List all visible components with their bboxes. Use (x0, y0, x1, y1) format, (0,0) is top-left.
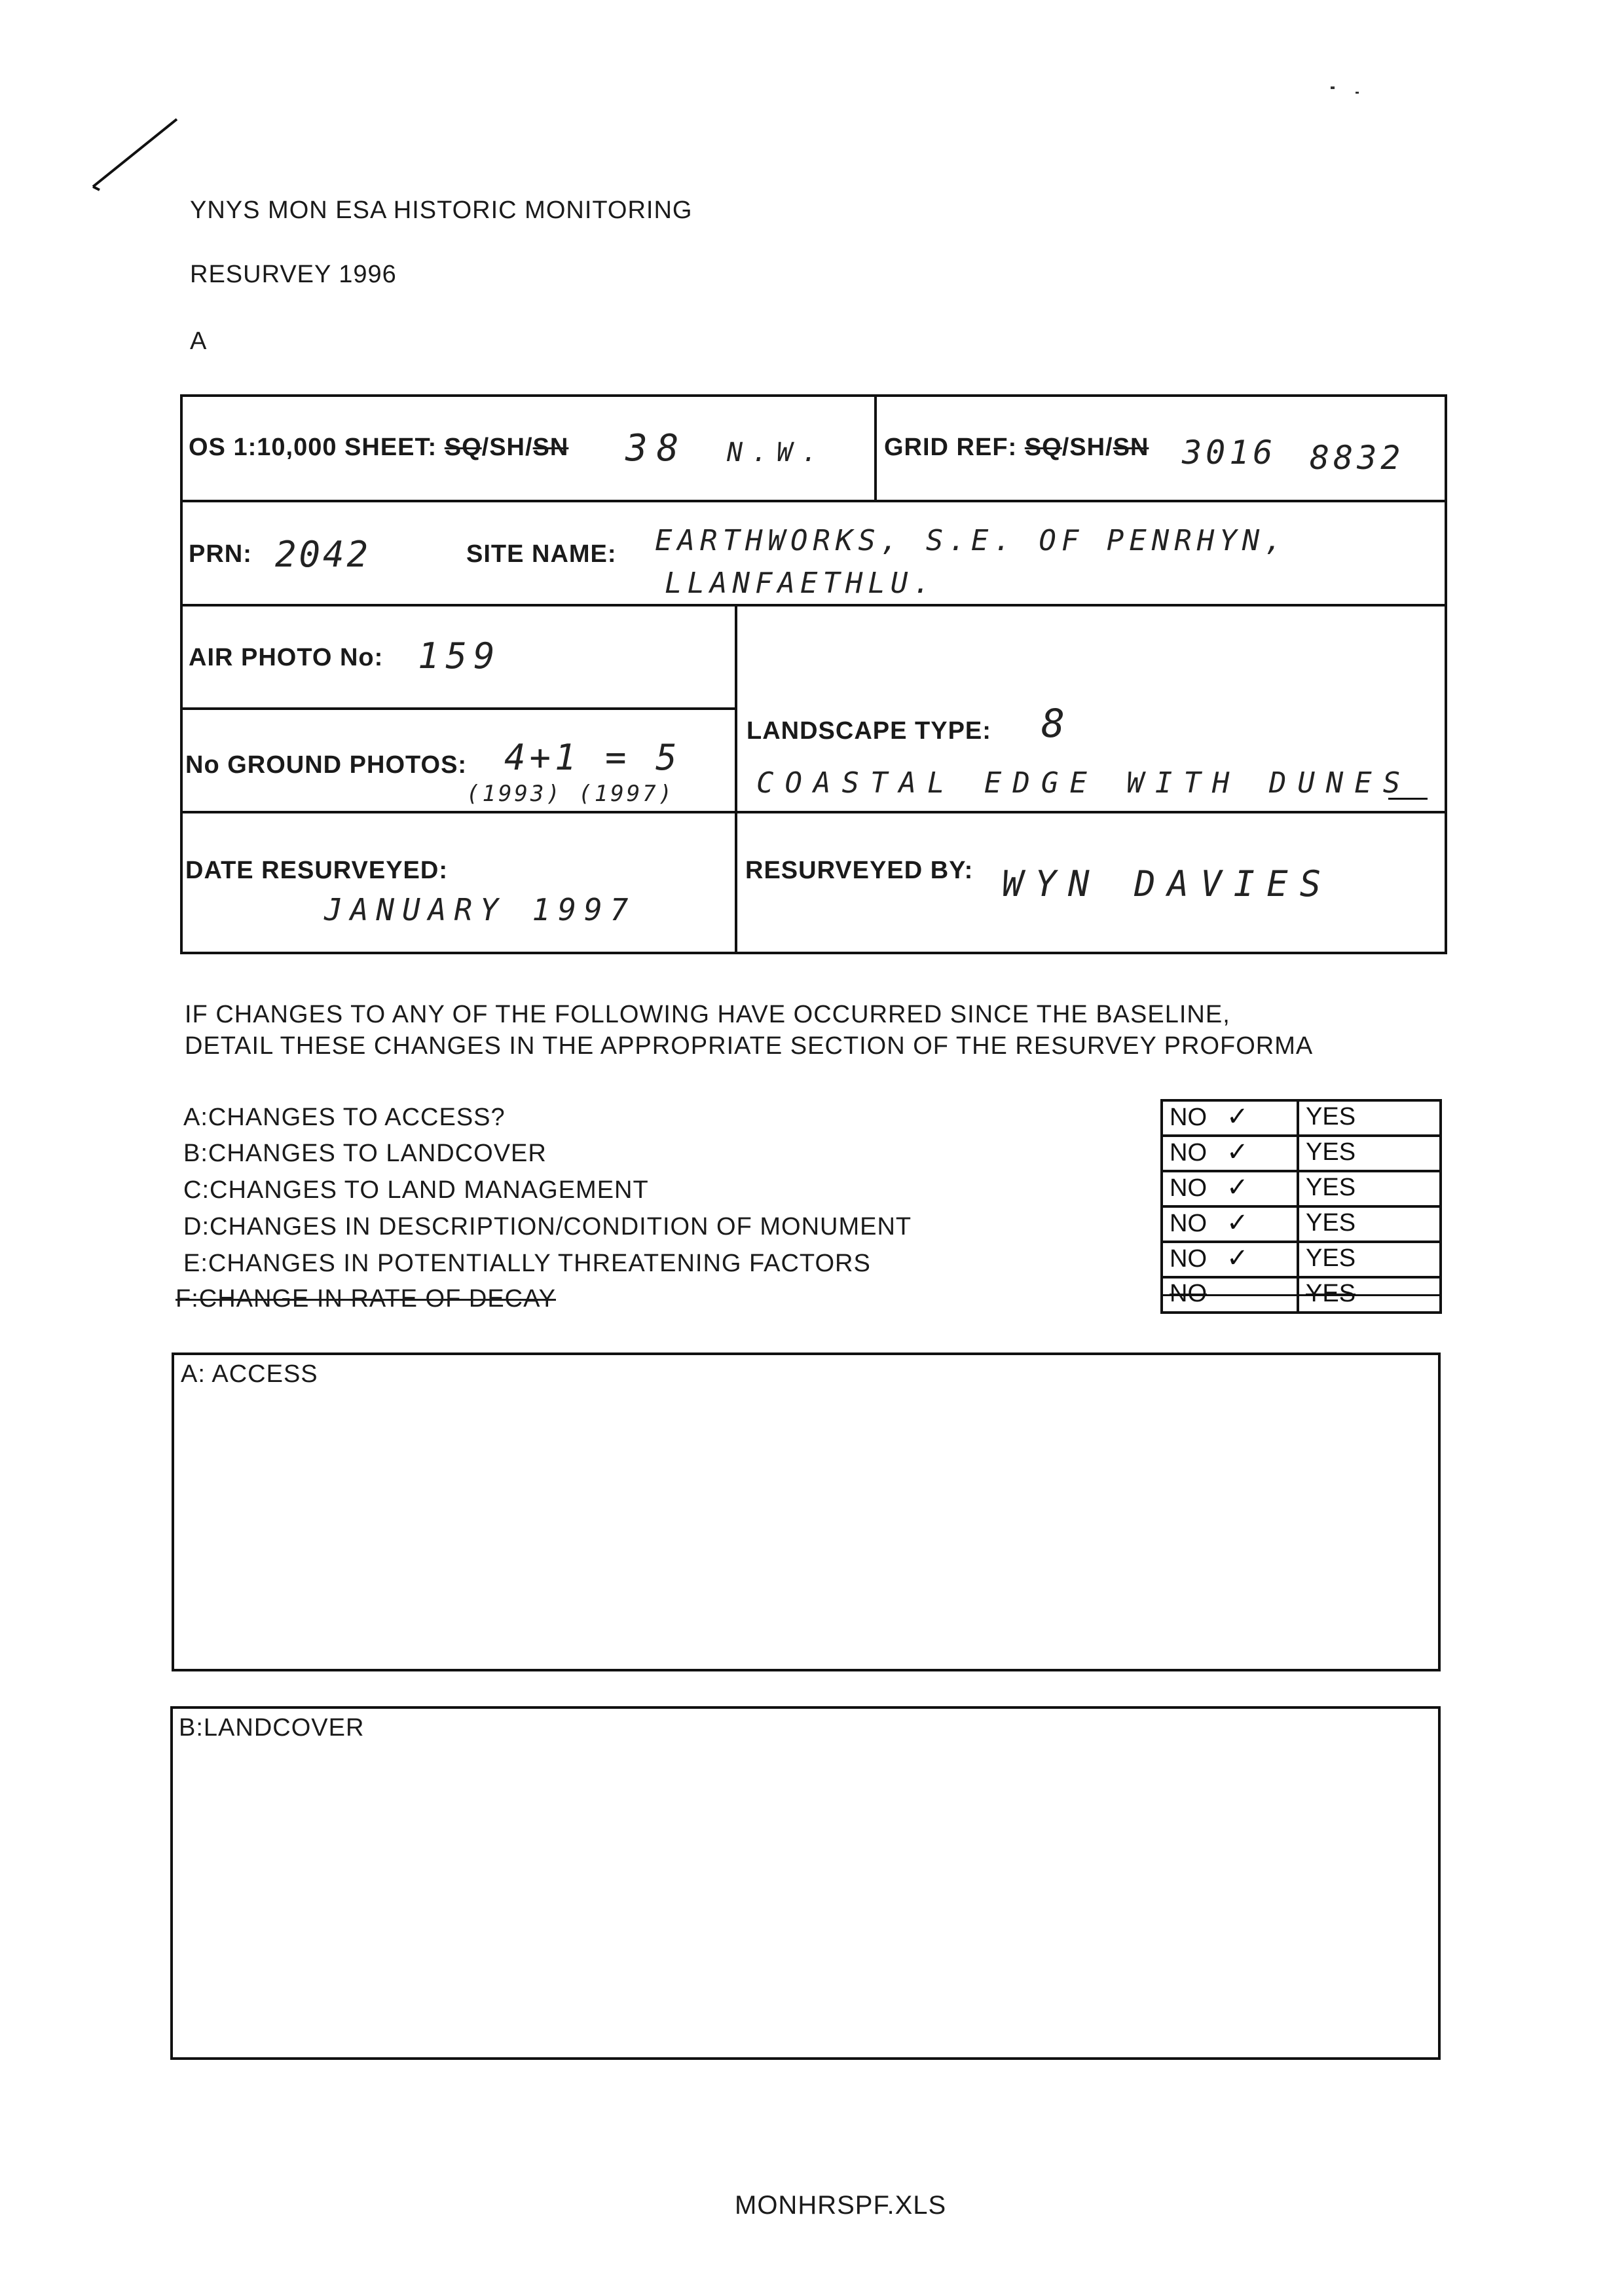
resurvey-year: RESURVEY 1996 (190, 261, 397, 288)
site-name-line1: EARTHWORKS, S.E. OF PENRHYN, (655, 524, 1287, 557)
access-section-box[interactable] (172, 1353, 1441, 1671)
scan-speck (1356, 92, 1359, 94)
access-section-title: A: ACCESS (181, 1360, 318, 1388)
date-resurveyed-label: DATE RESURVEYED: (185, 857, 448, 884)
scan-speck (1331, 86, 1335, 89)
no-box-description[interactable]: NO ✓ (1160, 1205, 1299, 1243)
tick-icon: ✓ (1227, 1172, 1249, 1203)
grid-ref-northing: 8832 (1310, 439, 1405, 477)
ground-photos-years: (1993) (1997) (466, 781, 675, 807)
grid-ref-field: GRID REF: SQ/SH/SN (884, 434, 1149, 461)
footer-filename: MONHRSPF.XLS (735, 2191, 947, 2220)
landscape-type-value: 8 (1041, 701, 1075, 747)
change-label-decay: F:CHANGE IN RATE OF DECAY (175, 1285, 556, 1313)
yes-box-landcover[interactable]: YES (1297, 1134, 1442, 1172)
air-photo-label: AIR PHOTO No: (189, 644, 384, 671)
no-box-access[interactable]: NO ✓ (1160, 1099, 1299, 1137)
prn-label: PRN: (189, 540, 252, 568)
instructions-line2: DETAIL THESE CHANGES IN THE APPROPRIATE SECTION OF THE RESURVEY PROFORMA (185, 1032, 1314, 1060)
yes-box-decay[interactable]: YES (1297, 1276, 1442, 1314)
ground-photos-value: 4+1 = 5 (504, 737, 681, 778)
site-name-label: SITE NAME: (466, 540, 617, 568)
os-sheet-field: OS 1:10,000 SHEET: SQ/SH/SN (189, 434, 569, 461)
no-box-threats[interactable]: NO ✓ (1160, 1241, 1299, 1278)
no-box-decay[interactable]: NO (1160, 1276, 1299, 1314)
landscape-type-label: LANDSCAPE TYPE: (747, 717, 991, 745)
yes-box-management[interactable]: YES (1297, 1170, 1442, 1208)
form-title: YNYS MON ESA HISTORIC MONITORING (190, 196, 693, 224)
landcover-section-title: B:LANDCOVER (179, 1714, 365, 1742)
date-resurveyed-value: JANUARY 1997 (324, 892, 637, 927)
corner-pen-mark (85, 111, 183, 196)
change-label-description: D:CHANGES IN DESCRIPTION/CONDITION OF MONUMENT (183, 1213, 912, 1241)
grid-ref-label: GRID REF: (884, 434, 1025, 461)
no-box-landcover[interactable]: NO ✓ (1160, 1134, 1299, 1172)
resurveyed-by-label: RESURVEYED BY: (745, 857, 974, 884)
os-sheet-value: 38 (625, 427, 688, 470)
no-box-management[interactable]: NO ✓ (1160, 1170, 1299, 1208)
landcover-section-box[interactable] (170, 1706, 1441, 2060)
prn-value: 2042 (275, 534, 371, 575)
tick-icon: ✓ (1227, 1243, 1249, 1273)
yes-box-description[interactable]: YES (1297, 1205, 1442, 1243)
yes-box-threats[interactable]: YES (1297, 1241, 1442, 1278)
tick-icon: ✓ (1227, 1208, 1249, 1238)
site-name-line2: LLANFAETHLU. (665, 567, 936, 600)
change-label-threats: E:CHANGES IN POTENTIALLY THREATENING FACTORS (183, 1250, 871, 1277)
change-label-access: A:CHANGES TO ACCESS? (183, 1104, 506, 1131)
tick-icon: ✓ (1227, 1137, 1249, 1167)
landscape-description: COASTAL EDGE WITH DUNES (756, 766, 1412, 800)
grid-ref-easting: 3016 (1182, 434, 1277, 472)
tick-icon: ✓ (1227, 1102, 1249, 1132)
os-sheet-value-quarter: N.W. (727, 438, 827, 468)
resurveyed-by-value: WYN DAVIES (1002, 863, 1333, 905)
ground-photos-label: No GROUND PHOTOS: (185, 751, 468, 779)
form-letter: A (190, 327, 208, 355)
os-sheet-label: OS 1:10,000 SHEET: (189, 434, 445, 461)
instructions-line1: IF CHANGES TO ANY OF THE FOLLOWING HAVE OCCURRED SINCE THE BASELINE, (185, 1001, 1230, 1028)
change-label-management: C:CHANGES TO LAND MANAGEMENT (183, 1176, 649, 1204)
yes-box-access[interactable]: YES (1297, 1099, 1442, 1137)
change-label-landcover: B:CHANGES TO LANDCOVER (183, 1140, 547, 1167)
air-photo-value: 159 (418, 635, 502, 677)
